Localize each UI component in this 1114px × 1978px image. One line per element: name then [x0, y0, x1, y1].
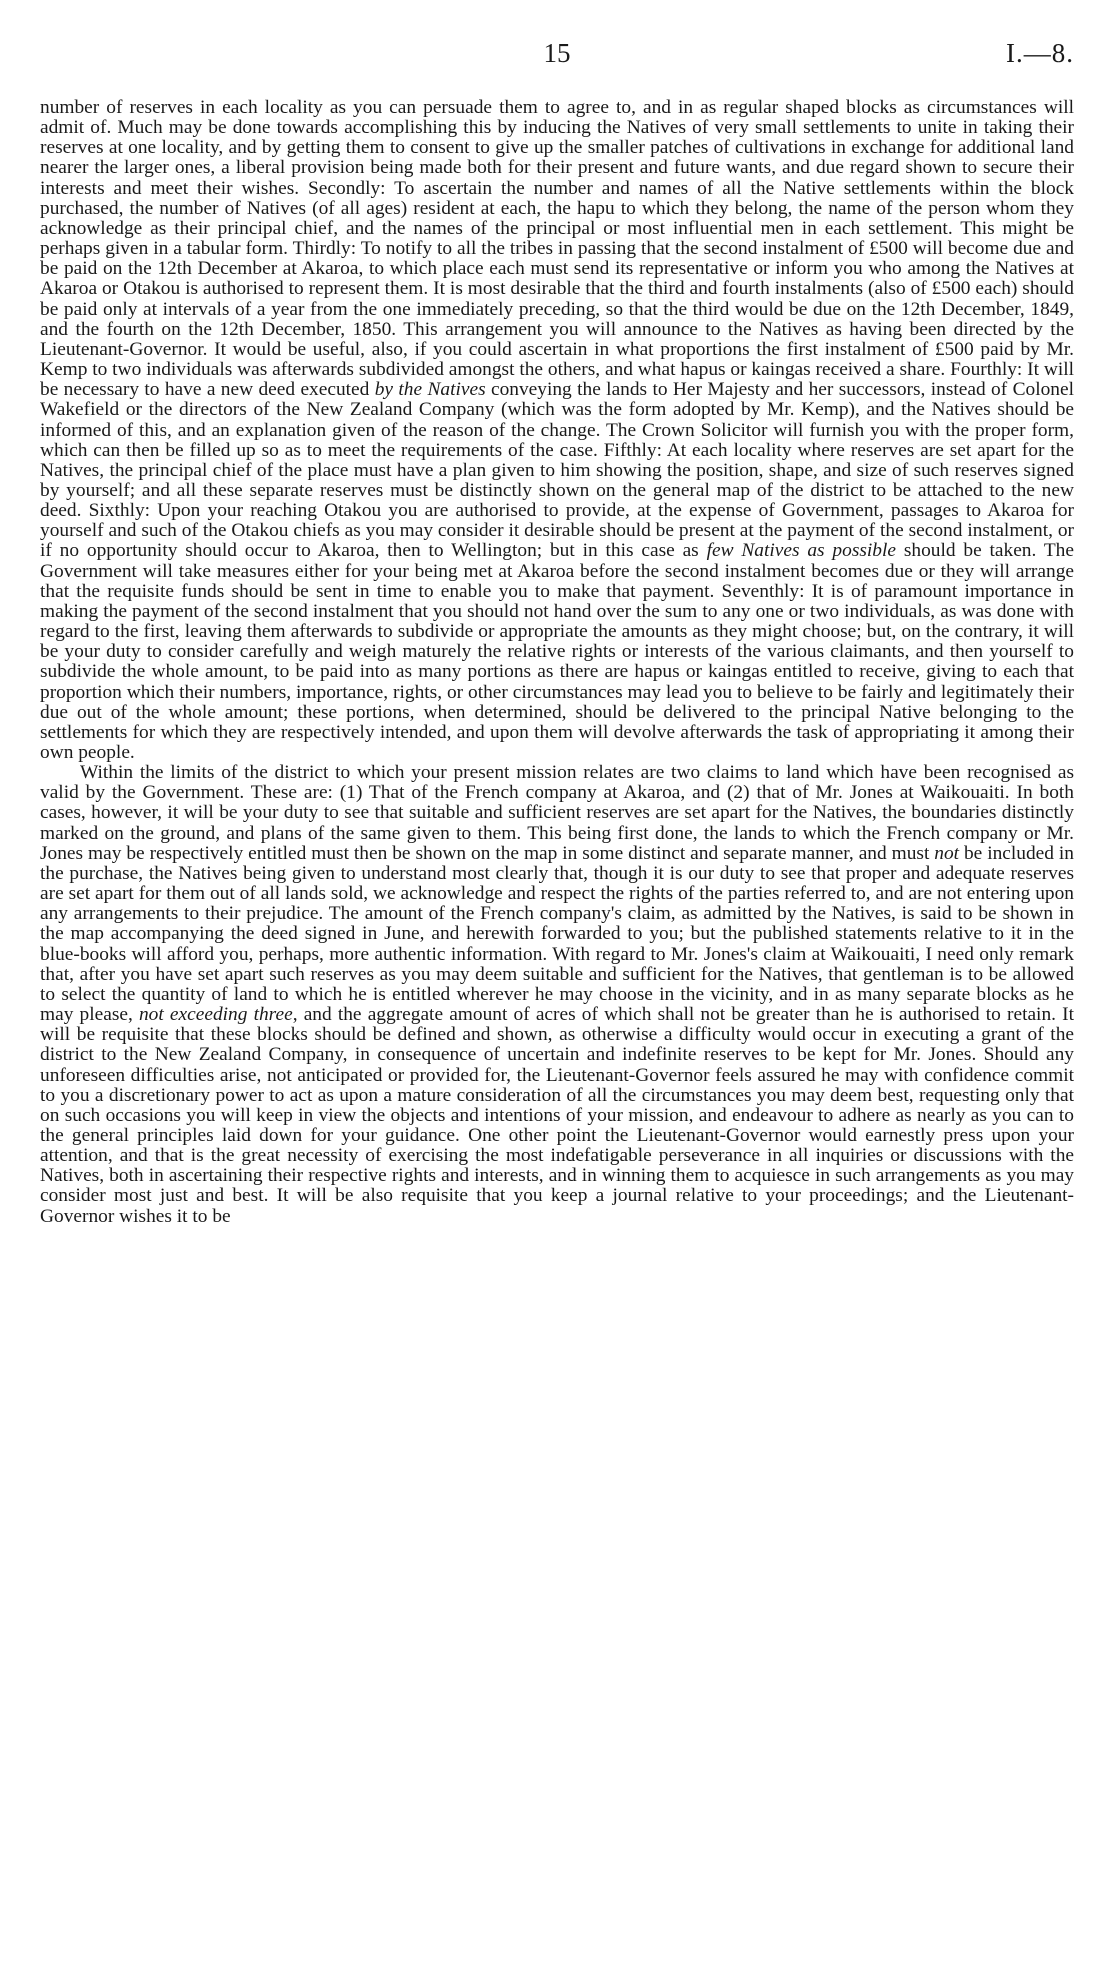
paragraph-land-claims [40, 763, 1074, 1227]
text-run: Within the limits of the district to which your present mission relates are two claims to land which have been recognised as valid by the Government. These are: (1) That of the French company at Akaroa, and (2) that of Mr. Jones at Waikouaiti. In both cases, however, it will be your duty to see that suitable and sufficient reserves are set apart for the Natives, the boundaries distinctly marked on the ground, and plans of the same given to them. This being first done, the lands to which the French company or Mr. Jones may be respectively entitled must then be shown on the map in some distinct and separate manner, and must [40, 762, 1074, 864]
page-number: 15 [543, 38, 571, 68]
page-header [40, 38, 1074, 78]
italic-text-run: by the Natives [374, 379, 486, 401]
text-run: number of reserves in each locality as you can persuade them to agree to, and in as regular shaped blocks as circumstances will admit of. Much may be done towards accomplishing this by inducing the Natives of very small settlements to unite in taking their reserves at one locality, and by getting them to consent to give up the smaller patches of cultivations in exchange for additional land nearer the larger ones, a liberal provision being made both for their present and future wants, and due regard shown to secure their interests and meet their wishes. Secondly: To ascertain the number and names of all the Native settlements within the block purchased, the number of Natives (of all ages) resident at each, the hapu to which they belong, the name of the person whom they acknowledge as their principal chief, and the names of the principal or most influential men in each settlement. This might be perhaps given in a tabular form. Thirdly: To notify to all the tribes in passing that the second instalment of £500 will become due and be paid on the 12th December at Akaroa, to which place each must send its representative or inform you who among the Natives at Akaroa or Otakou is authorised to represent them. It is most desirable that the third and fourth instalments (also of £500 each) should be paid only at intervals of a year from the one immediately preceding, so that the third would be due on the 12th December, 1849, and the fourth on the 12th December, 1850. This arrangement you will announce to the Natives as having been directed by the Lieutenant-Governor. It would be useful, also, if you could ascertain in what proportions the first instalment of £500 paid by Mr. Kemp to two individuals was afterwards subdivided amongst the others, and what hapus or kaingas received a share. Fourthly: It will be necessary to have a new deed executed [40, 97, 1074, 401]
text-run: be included in the purchase, the Natives being given to understand most clearly that, though it is our duty to see that proper and adequate reserves are set apart for them out of all lands sold, we acknowledge and respect the rights of the parties referred to, and are not entering upon any arrangements to their prejudice. The amount of the French company's claim, as admitted by the Natives, is said to be shown in the map accompanying the deed signed in June, and herewith forwarded to you; but the published statements relative to it in the blue-books will afford you, perhaps, more authentic information. With regard to Mr. Jones's claim at Waikouaiti, I need only remark that, after you have set apart such reserves as you may deem suitable and sufficient for the Natives, that gentleman is to be allowed to select the quantity of land to which he is entitled wherever he may choose in the vicinity, and in as many separate blocks as he may please, [40, 842, 1074, 1026]
text-run: should be taken. The Government will take measures either for your being met at Akaroa before the second instalment becomes due or they will arrange that the requisite funds should be sent in time to enable you to make that payment. Seventhly: It is of paramount importance in making the payment of the second instalment that you should not hand over the sum to any one or two individuals, as was done with regard to the first, leaving them afterwards to subdivide or appropriate the amounts as they might choose; but, on the contrary, it will be your duty to consider carefully and weigh maturely the relative rights or interests of the various claimants, and then yourself to subdivide the whole amount, to be paid into as many portions as there are hapus or kaingas entitled to receive, giving to each that proportion which their numbers, importance, rights, or other circumstances may lead you to believe to be fairly and legitimately their due out of the whole amount; these portions, when determined, should be delivered to the principal Native belonging to the settlements for which they are respectively intended, and upon them will devolve afterwards the task of appropriating it among their own people. [40, 540, 1074, 763]
text-run: conveying the lands to Her Majesty and her successors, instead of Colonel Wakefield or the directors of the New Zealand Company (which was the form adopted by Mr. Kemp), and the Natives should be informed of this, and an explanation given of the reason of the change. The Crown Solicitor will furnish you with the proper form, which can then be filled up so as to meet the requirements of the case. Fifthly: At each locality where reserves are set apart for the Natives, the principal chief of the place must have a plan given to him showing the position, shape, and size of such reserves signed by yourself; and all these separate reserves must be distinctly shown on the general map of the district to be attached to the new deed. Sixthly: Upon your reaching Otakou you are authorised to provide, at the expense of Government, passages to Akaroa for yourself and such of the Otakou chiefs as you may consider it desirable should be present at the payment of the second instalment, or if no opportunity should occur to Akaroa, then to Wellington; but in this case as [40, 379, 1074, 562]
italic-text-run: not [934, 842, 960, 864]
paragraph-instructions [40, 98, 1074, 763]
italic-text-run: few Natives as possible [706, 540, 896, 562]
letter-body [40, 98, 1074, 1227]
italic-text-run: not exceeding three [138, 1004, 293, 1026]
document-reference: I.—8. [1006, 38, 1074, 68]
text-run: , and the aggregate amount of acres of which shall not be greater than he is authorised to retain. It will be requisite that these blocks should be defined and shown, as otherwise a difficulty would occur in executing a grant of the district to the New Zealand Company, in consequence of uncertain and indefinite reserves to be kept for Mr. Jones. Should any unforeseen difficulties arise, not anticipated or provided for, the Lieutenant-Governor feels assured he may with confidence commit to you a discretionary power to act as upon a mature consideration of all the circumstances you may deem best, requesting only that on such occasions you will keep in view the objects and intentions of your mission, and endeavour to adhere as nearly as you can to the general principles laid down for your guidance. One other point the Lieutenant-Governor would earnestly press upon your attention, and that is the great necessity of exercising the most indefatigable perseverance in all inquiries or discussions with the Natives, both in ascertaining their respective rights and interests, and in winning them to acquiesce in such arrangements as you may consider most just and best. It will be also requisite that you keep a journal relative to your proceedings; and the Lieutenant-Governor wishes it to be [40, 1004, 1074, 1227]
